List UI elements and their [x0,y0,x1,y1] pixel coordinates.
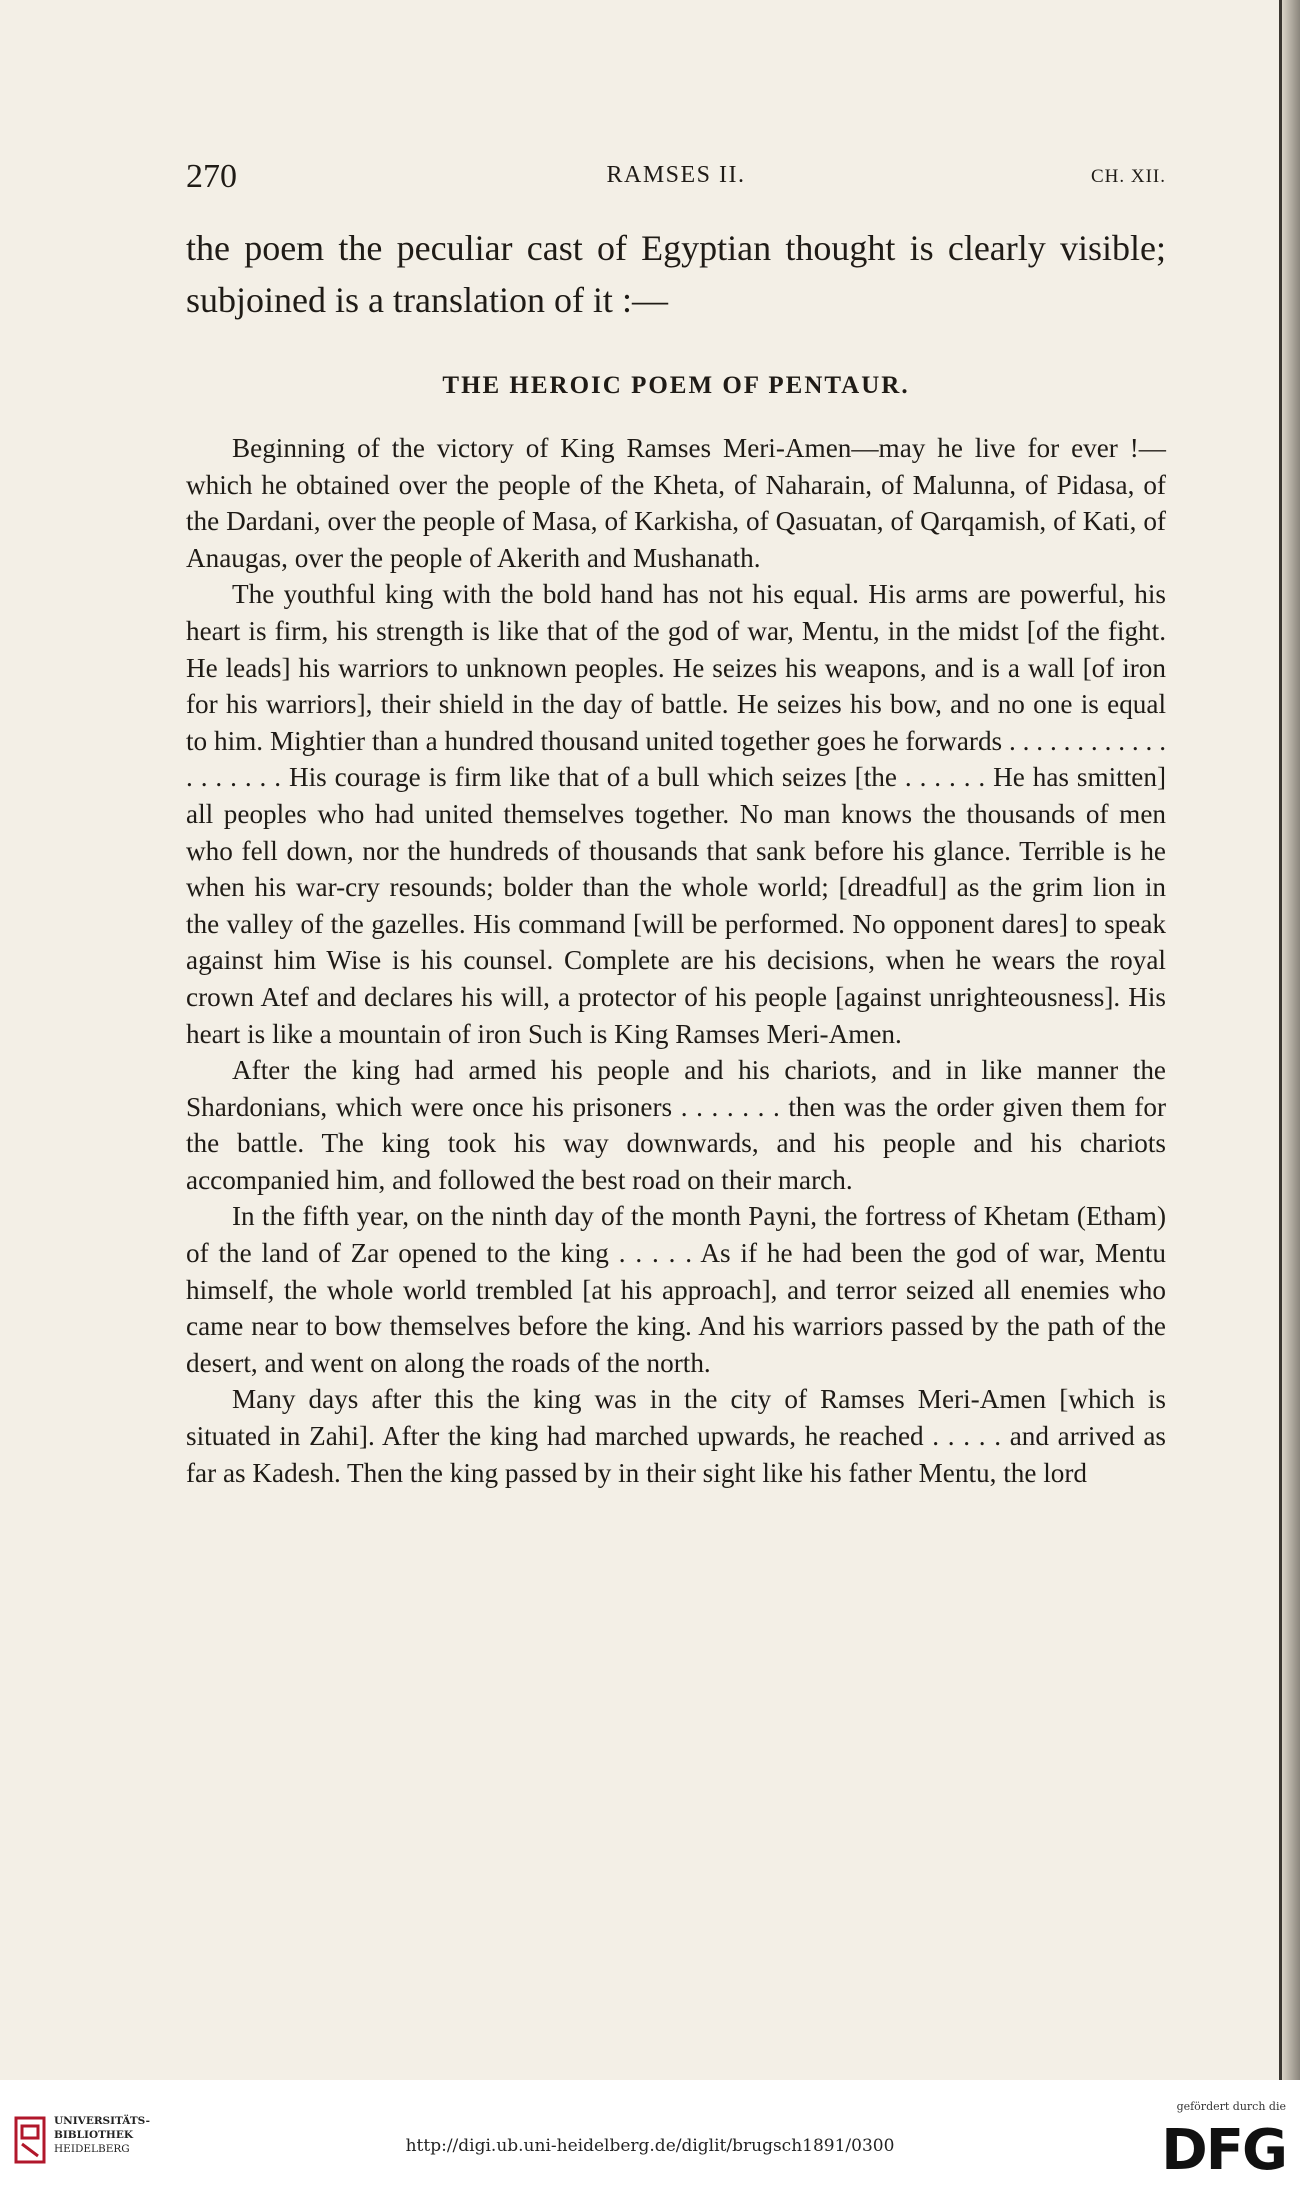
library-name-line-2: BIBLIOTHEK [54,2129,133,2141]
paragraph-5: Many days after this the king was in the city of Ramses Meri-Amen [which is situated in Zahi]. After the king had marched upwards, he reached . . . . . and arrived as far as Kadesh. Then the king passed by in their sight like his father Mentu, the lord [186,1384,1166,1488]
poem-body [186,430,1166,1491]
poem-heading: THE HEROIC POEM OF PENTAUR. [442,372,910,399]
funder-caption: gefördert durch die [1176,2100,1286,2113]
chapter-reference: CH. XII. [1090,166,1166,187]
source-url-link[interactable]: http://digi.ub.uni-heidelberg.de/diglit/brugsch1891/0300 [405,2136,895,2156]
dfg-logo: DFG [1161,2118,1286,2183]
paragraph-2: The youthful king with the bold hand has not his equal. His arms are powerful, his heart is firm, his strength is like that of the god of war, Mentu, in the midst [of the fight. He leads] his warriors to unknown peoples. He seizes his weapons, and is a wall [of iron for his warriors], their shield in the day of battle. He seizes his bow, and no one is equal to him. Mightier than a hundred thousand united together goes he forwards . . . . . . . . . . . . . . . . . . . His courage is firm like that of a bull which seizes [the . . . . . . He has smitten] all peoples who had united themselves together. No man knows the thousands of men who fell down, nor the hundreds of thousands that sank before his glance. Terrible is he when his war-cry resounds; bolder than the whole world; [dreadful] as the grim lion in the valley of the gazelles. His command [will be performed. No opponent dares] to speak against him Wise is his counsel. Complete are his decisions, when he wears the royal crown Atef and declares his will, a protector of his people [against unrighteousness]. His heart is like a mountain of iron Such is King Ramses Meri-Amen. [186,579,1166,1049]
intro-text: the poem the peculiar cast of Egyptian thought is clearly visible; subjoined is a translation of it :— [186,228,1166,320]
page-number: 270 [186,158,237,195]
book-gutter [1282,0,1300,2080]
library-name-line-3: HEIDELBERG [54,2143,130,2155]
library-name-line-1: UNIVERSITÄTS- [54,2115,150,2127]
running-head [186,158,1166,198]
paragraph-3: After the king had armed his people and his chariots, and in like manner the Shardonians, which were once his prisoners . . . . . . . then was the order given them for the battle. The king took his way downwards, and his people and his chariots accompanied him, and followed the best road on their march. [186,1055,1166,1195]
paragraph-4: In the fifth year, on the ninth day of the month Payni, the fortress of Khetam (Etham) of the land of Zar opened to the king . . . . . As if he had been the god of war, Mentu himself, the whole world trembled [at his approach], and terror seized all enemies who came near to bow themselves before the king. And his warriors passed by the path of the desert, and went on along the roads of the north. [186,1201,1166,1378]
paragraph-1: Beginning of the victory of King Ramses Meri-Amen—may he live for ever !—which he obtained over the people of the Kheta, of Naharain, of Malunna, of Pidasa, of the Dardani, over the people of Masa, of Karkisha, of Qasuatan, of Qarqamish, of Kati, of Anaugas, over the people of Akerith and Mushanath. [186,433,1166,573]
running-title: RAMSES II. [606,162,746,188]
